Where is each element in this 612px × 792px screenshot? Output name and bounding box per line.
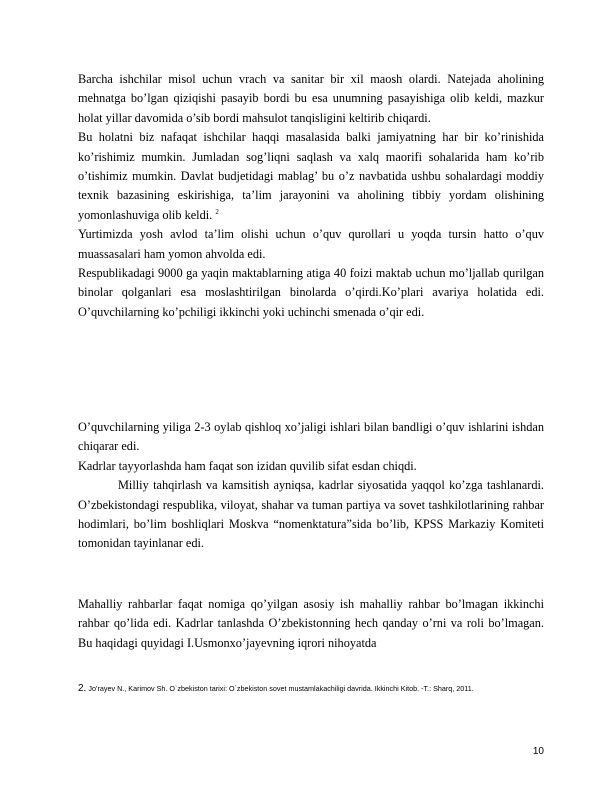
paragraph-8: Mahalliy rahbarlar faqat nomiga qo’yilgan asosiy ish mahalliy rahbar bo’lmagan ikkinchi rahbar qo’lida edi. Kadrlar tanlashda O’zbekistonning hech qanday o’rni va roli bo’lmagan. Bu haqidagi quyidagi I.Usmonxo’jayevning iqrori nihoyatda — [78, 597, 544, 650]
body-text — [78, 70, 544, 322]
paragraph-3: Yurtimizda yosh avlod ta’lim olishi uchun o’quv qurollari u yoqda tursin hatto o’quv muassasalari ham yomon ahvolda edi. — [78, 227, 544, 261]
body-text-final — [78, 595, 544, 653]
paragraph-5: O’quvchilarning yiliga 2-3 oylab qishloq xo’jaligi ishlari bilan bandligi o’quv ishlarini ishdan chiqarar edi. — [78, 420, 544, 454]
paragraph-7: Milliy tahqirlash va kamsitish ayniqsa, kadrlar siyosatida yaqqol ko’zga tashlanardi. O’zbekistondagi respublika, viloyat, shahar va tuman partiya va sovet tashkilotlarining rahbar hodimlari, bo’lim boshliqlari Moskva “nomenktatura”sida bo’lib, KPSS Markaziy Komiteti tomonidan tayinlanar edi. — [78, 478, 544, 551]
footnote-text: Jo’rayev N., Karimov Sh. O`zbekiston tarixi: O`zbekiston sovet mustamlakachiligi davrida. Ikkinchi Kitob. -T.: Sharq, 2011. — [88, 684, 474, 693]
footnote — [78, 684, 544, 694]
paragraph-2-text: Bu holatni biz nafaqat ishchilar haqqi masalasida balki jamiyatning har bir ko’rinishida ko’rishimiz mumkin. Jumladan sog’liqni saqlash va xalq maorifi sohalarida ham ko’rib o’tishimiz mumkin. Davlat budjetidagi mablag’ bu o’z navbatida ushbu sohalardagi moddiy texnik bazasining eskirishiga, ta’lim jarayonini va aholining tibbiy yordam olishining yomonlashuviga olib keldi. — [78, 130, 544, 222]
body-text-continued — [78, 418, 544, 554]
paragraph-2 — [78, 128, 544, 225]
paragraph-4: Respublikadagi 9000 ga yaqin maktablarning atiga 40 foizi maktab uchun mo’ljallab qurilgan binolar qolganlari esa moslashtirilgan binolarda o’qirdi.Ko’plari avariya holatida edi. O’quvchilarning ko’pchiligi ikkinchi yoki uchinchi smenada o’qir edi. — [78, 266, 544, 319]
paragraph-1: Barcha ishchilar misol uchun vrach va sanitar bir xil maosh olardi. Natejada aholining mehnatga bo’lgan qiziqishi pasayib bordi bu esa unumning pasayishiga olib keldi, mazkur holat yillar davomida o’sib bordi mahsulot tanqisligini keltirib chiqardi. — [78, 72, 544, 125]
footnote-number: 2. — [78, 684, 87, 694]
page-number: 10 — [532, 746, 544, 757]
footnote-ref[interactable]: 2 — [215, 207, 219, 216]
paragraph-6: Kadrlar tayyorlashda ham faqat son izidan quvilib sifat esdan chiqdi. — [78, 458, 417, 473]
